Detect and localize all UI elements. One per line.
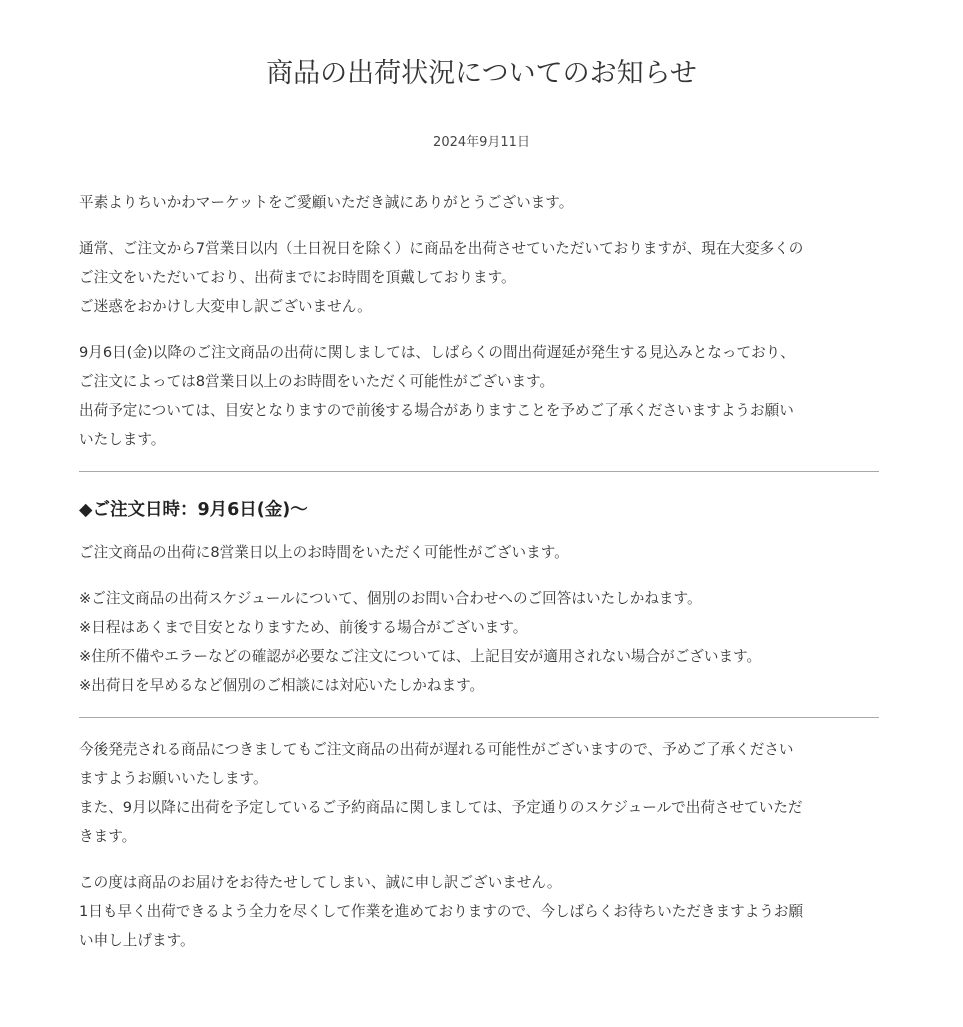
text-line: ご注文商品の出荷に8営業日以上のお時間をいただく可能性がございます。 [79, 544, 569, 561]
text-line: ご注文によっては8営業日以上のお時間をいただく可能性がございます。 [79, 373, 555, 390]
text-line: ご迷惑をおかけし大変申し訳ございません。 [79, 298, 372, 315]
text-line: 9月6日(金)以降のご注文商品の出荷に関しましては、しばらくの間出荷遅延が発生する見込みとなっており、 [79, 344, 795, 361]
notice-body [79, 188, 879, 972]
section-divider [79, 471, 879, 472]
intro-paragraph-delay [79, 338, 879, 454]
text-line: いたします。 [79, 431, 166, 448]
intro-paragraph-greeting [79, 188, 879, 217]
text-line: 通常、ご注文から7営業日以内（土日祝日を除く）に商品を出荷させていただいておりますが、現在大変多くの [79, 240, 804, 257]
publish-date: 2024年9月11日 [433, 135, 530, 150]
text-line: 出荷予定については、目安となりますので前後する場合がありますことを予めご了承くださいますようお願い [79, 402, 794, 419]
section-heading: ◆ご注文日時：9月6日(金)〜 [79, 500, 308, 520]
section-notes [79, 584, 879, 700]
note-item: ※ご注文商品の出荷スケジュールについて、個別のお問い合わせへのご回答はいたしかねます。 [79, 590, 702, 607]
page-title: 商品の出荷状況についてのお知らせ [266, 58, 697, 89]
closing-paragraph-apology [79, 868, 879, 955]
text-line: い申し上げます。 [79, 932, 195, 949]
text-line: ご注文をいただいており、出荷までにお時間を頂戴しております。 [79, 269, 516, 286]
text-line: 今後発売される商品につきましてもご注文商品の出荷が遅れる可能性がございますので、予めご了承ください [79, 741, 794, 758]
closing-paragraph-future [79, 735, 879, 851]
text-line: この度は商品のお届けをお待たせしてしまい、誠に申し訳ございません。 [79, 874, 562, 891]
section-divider [79, 717, 879, 718]
intro-paragraph-usual-shipping [79, 234, 879, 321]
note-item: ※日程はあくまで目安となりますため、前後する場合がございます。 [79, 619, 528, 636]
text-line: 平素よりちいかわマーケットをご愛顧いただき誠にありがとうございます。 [79, 194, 574, 211]
text-line: きます。 [79, 828, 137, 845]
text-line: 1日も早く出荷できるよう全力を尽くして作業を進めておりますので、今しばらくお待ちいただきますようお願 [79, 903, 804, 920]
note-item: ※住所不備やエラーなどの確認が必要なご注文については、上記目安が適用されない場合がございます。 [79, 648, 762, 665]
text-line: ますようお願いいたします。 [79, 770, 268, 787]
note-item: ※出荷日を早めるなど個別のご相談には対応いたしかねます。 [79, 677, 485, 694]
section-paragraph-estimate [79, 538, 879, 567]
text-line: また、9月以降に出荷を予定しているご予約商品に関しましては、予定通りのスケジュールで出荷させていただ [79, 799, 803, 816]
